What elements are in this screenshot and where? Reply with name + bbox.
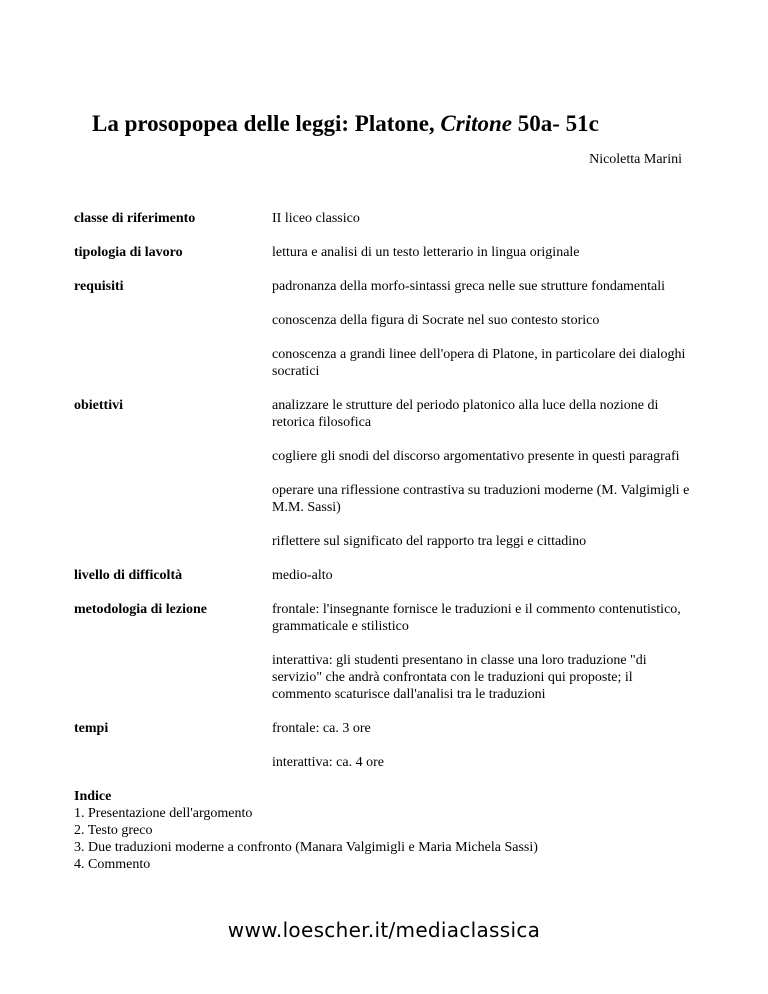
info-label: requisiti [74,279,124,294]
info-label: obiettivi [74,398,123,413]
info-value: riflettere sul significato del rapporto tra leggi e cittadino [272,534,587,549]
title-reference: 50a- 51c [511,111,599,136]
info-value: medio-alto [272,568,333,583]
info-values [272,567,694,601]
index-heading: Indice [74,789,112,804]
info-value: operare una riflessione contrastiva su traduzioni moderne (M. Valgimigli e M.M. Sassi) [272,483,690,515]
info-values [272,210,694,244]
info-row [74,397,694,567]
info-value: interattiva: ca. 4 ore [272,755,384,770]
info-value: II liceo classico [272,211,360,226]
info-label: tempi [74,721,109,736]
index-item[interactable]: 2. Testo greco [74,823,153,838]
footer-url[interactable]: www.loescher.it/mediaclassica [227,918,541,942]
info-value: conoscenza a grandi linee dell'opera di Platone, in particolare dei dialoghi socratici [272,347,686,379]
info-values [272,244,694,278]
index-section [74,788,538,873]
info-label: tipologia di lavoro [74,245,183,260]
info-row [74,720,694,788]
index-item[interactable]: 1. Presentazione dell'argomento [74,806,253,821]
index-item[interactable]: 4. Commento [74,857,151,872]
index-item[interactable]: 3. Due traduzioni moderne a confronto (Manara Valgimigli e Maria Michela Sassi) [74,840,538,855]
info-value: lettura e analisi di un testo letterario in lingua originale [272,245,580,260]
author-name: Nicoletta Marini [589,152,682,167]
info-value: frontale: l'insegnante fornisce le traduzioni e il commento contenutistico, grammaticale e stilistico [272,602,681,634]
info-value: frontale: ca. 3 ore [272,721,371,736]
info-label: classe di riferimento [74,211,196,226]
info-value: padronanza della morfo-sintassi greca nelle sue strutture fondamentali [272,279,666,294]
info-label: livello di difficoltà [74,568,183,583]
info-label: metodologia di lezione [74,602,207,617]
info-value: conoscenza della figura di Socrate nel suo contesto storico [272,313,600,328]
info-row [74,244,694,278]
lesson-info-table [74,210,694,788]
info-values [272,397,694,567]
info-row [74,278,694,397]
info-values [272,720,694,788]
info-row [74,601,694,720]
index-list [74,805,538,873]
title-work: Critone [440,111,512,136]
info-values [272,278,694,397]
info-row [74,210,694,244]
page-title [92,111,599,137]
info-value: analizzare le strutture del periodo platonico alla luce della nozione di retorica filosofica [272,398,659,430]
info-row [74,567,694,601]
info-value: interattiva: gli studenti presentano in classe una loro traduzione "di servizio" che andrà confrontata con le traduzioni qui proposte; il commento scaturisce dall'analisi tra le traduzioni [272,653,647,702]
info-value: cogliere gli snodi del discorso argomentativo presente in questi paragrafi [272,449,680,464]
info-values [272,601,694,720]
title-main: La prosopopea delle leggi: Platone, [92,111,441,136]
